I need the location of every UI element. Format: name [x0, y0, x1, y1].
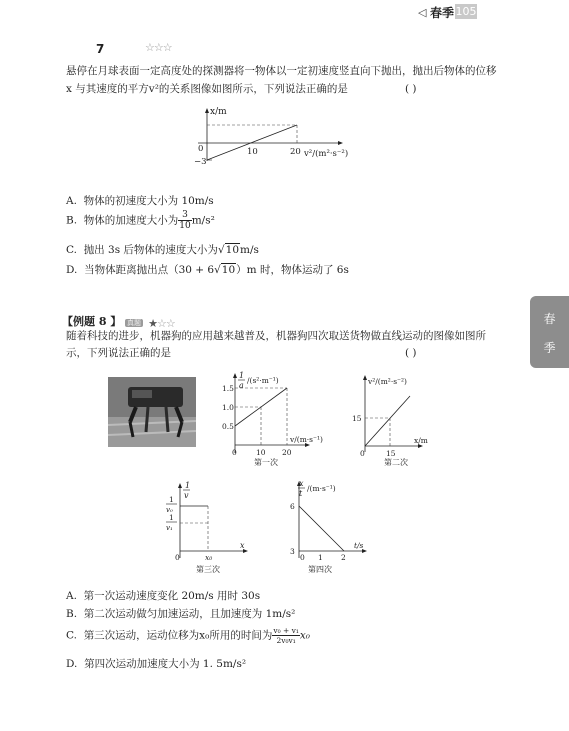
fraction: $\frac{3}{10}$: [179, 210, 191, 231]
option-text: 当物体距离抛出点（30 + 6: [84, 264, 215, 276]
x-tick-label: x₀: [205, 553, 213, 562]
robot-dog-image: [108, 377, 196, 447]
x-tick-label: 2: [341, 553, 346, 562]
sqrt-value: 10: [225, 244, 240, 256]
option-b[interactable]: [66, 210, 215, 231]
fraction: $\frac{\text{v₀ + v₁}}{\text{2v₀v₁}}$: [273, 626, 299, 645]
graph-third: [160, 478, 260, 578]
y-axis-arrow-icon: [205, 108, 209, 113]
graph-second: [350, 370, 460, 470]
option-text: 第二次运动做匀加速运动，且加速度为 1m/s²: [83, 608, 296, 620]
option-letter: A.: [66, 195, 77, 207]
graph-caption: 第四次: [308, 565, 332, 574]
option-letter: A.: [66, 590, 77, 602]
star-icon: ☆: [156, 317, 166, 330]
x-tick-label: 10: [247, 147, 258, 157]
real-exam-badge: 真题: [127, 318, 141, 327]
y-label-denominator: v: [184, 491, 189, 500]
option-text: 物体的初速度大小为 10m/s: [83, 195, 214, 207]
x-tick-label: 10: [256, 448, 266, 457]
star-icon: ☆: [145, 41, 154, 54]
question-text-line-1: 随着科技的进步，机器狗的应用越来越普及，机器狗四次取送货物做直线运动的图像如图所: [66, 330, 486, 342]
y-label-numerator: 1: [185, 481, 191, 490]
x-axis-label: t/s: [354, 541, 364, 550]
y-label-denominator: t: [299, 489, 303, 498]
origin-label: 0: [175, 553, 180, 562]
x-tick-label: 20: [290, 147, 301, 157]
star-icon: ☆: [153, 41, 163, 54]
question-text-line-1: 悬停在月球表面一定高度处的探测器将一物体以一定初速度竖直向下抛出，抛出后物体的位移: [66, 65, 497, 77]
option-letter: C.: [66, 629, 77, 642]
x-tick-label: 15: [386, 449, 396, 458]
option-b[interactable]: [66, 606, 295, 621]
x-axis-label: v/(m·s⁻¹): [290, 435, 323, 444]
option-unit: m/s: [240, 244, 259, 256]
difficulty-stars: [145, 41, 172, 54]
y-label-numerator: 1: [239, 371, 245, 380]
x-tick-label: 0: [360, 449, 365, 458]
star-icon: ☆: [162, 41, 172, 54]
option-letter: B.: [66, 608, 78, 620]
option-text: 第三次运动，运动位移为x₀所用的时间为: [83, 629, 273, 642]
graph-fourth: [282, 478, 392, 578]
y-tick-label: 15: [352, 414, 362, 423]
option-d[interactable]: [66, 656, 246, 671]
question-number: 7: [96, 42, 105, 56]
option-text: 抛出 3s 后物体的速度大小为: [83, 244, 218, 256]
x-tick-label: 1: [318, 553, 323, 562]
option-letter: D.: [66, 264, 78, 276]
option-text: ）m 时，物体运动了 6s: [236, 264, 349, 276]
x-tick-label: 0: [232, 448, 237, 457]
q7-graph: [190, 103, 360, 178]
y-tick-2-numerator: 1: [169, 513, 174, 522]
y-label-denominator: a: [239, 381, 244, 390]
answer-paren: ( ): [405, 347, 417, 359]
y-tick-1-numerator: 1: [169, 495, 174, 504]
page-number: 105: [455, 5, 477, 18]
star-filled-icon: ★: [148, 317, 157, 330]
graph-line: [299, 506, 344, 551]
y-tick-label: 1.5: [222, 384, 234, 393]
answer-paren: ( ): [405, 83, 417, 95]
x-tick-label: 20: [282, 448, 292, 457]
x-axis-arrow-icon: [338, 141, 343, 145]
option-a[interactable]: [66, 193, 214, 208]
option-letter: C.: [66, 244, 77, 256]
y-tick-label: 3: [290, 547, 295, 556]
origin-label: 0: [198, 144, 204, 154]
option-text: 第四次运动加速度大小为 1. 5m/s²: [84, 658, 247, 670]
y-label-unit: /(m·s⁻¹): [307, 484, 336, 493]
x-axis-label: x/m: [414, 436, 428, 445]
graph-caption: 第三次: [196, 565, 220, 574]
y-tick-label: 1.0: [222, 403, 234, 412]
question-text-line-2: 示，下列说法正确的是: [66, 347, 171, 359]
season-label: 春季: [430, 6, 455, 20]
graph-caption: 第二次: [384, 458, 408, 467]
option-text: 物体的加速度大小为: [83, 214, 179, 227]
side-tab[interactable]: [530, 296, 569, 368]
option-d[interactable]: D. 当物体距离抛出点（30 + 6√10）m 时，物体运动了 6s: [66, 264, 349, 276]
option-var: x₀: [299, 629, 311, 642]
option-c[interactable]: C. 抛出 3s 后物体的速度大小为√10m/s: [66, 244, 259, 256]
option-c[interactable]: [66, 626, 310, 645]
y-label-numerator: x: [299, 479, 304, 488]
y-axis-label: x/m: [210, 107, 227, 117]
y-tick-label: −3: [194, 157, 207, 167]
y-label-unit: /(s²·m⁻¹): [247, 376, 279, 385]
y-axis-arrow-icon: [233, 373, 237, 378]
example-title: 【例题 8 】: [62, 315, 122, 328]
y-axis-arrow-icon: [363, 375, 367, 380]
side-tab-char-1: 春: [543, 312, 556, 326]
question-text-line-2: x 与其速度的平方v²的关系图像如图所示，下列说法正确的是: [66, 83, 348, 95]
y-tick-2-denominator: v₁: [166, 524, 173, 532]
x-axis-label: v²/(m²·s⁻²): [304, 149, 349, 159]
x-axis-label: x: [240, 541, 245, 550]
y-tick-1-denominator: v₀: [166, 506, 173, 514]
y-axis-arrow-icon: [178, 483, 182, 488]
x-tick-label: 0: [300, 553, 305, 562]
option-text: 第一次运动速度变化 20m/s 用时 30s: [83, 590, 261, 602]
star-icon: ☆: [165, 317, 175, 330]
option-a[interactable]: [66, 588, 260, 603]
side-tab-char-2: 季: [543, 341, 556, 355]
option-letter: B.: [66, 214, 78, 227]
graph-first: [222, 368, 340, 468]
y-tick-label: 6: [290, 502, 295, 511]
y-axis-label: v²/(m²·s⁻²): [368, 377, 407, 386]
option-letter: D.: [66, 658, 78, 670]
y-tick-label: 0.5: [222, 422, 234, 431]
sqrt-value: 10: [221, 264, 236, 276]
graph-line: [365, 396, 410, 446]
back-arrow-icon[interactable]: ◁: [418, 6, 427, 19]
graph-caption: 第一次: [254, 458, 278, 467]
option-unit: m/s²: [191, 214, 215, 227]
